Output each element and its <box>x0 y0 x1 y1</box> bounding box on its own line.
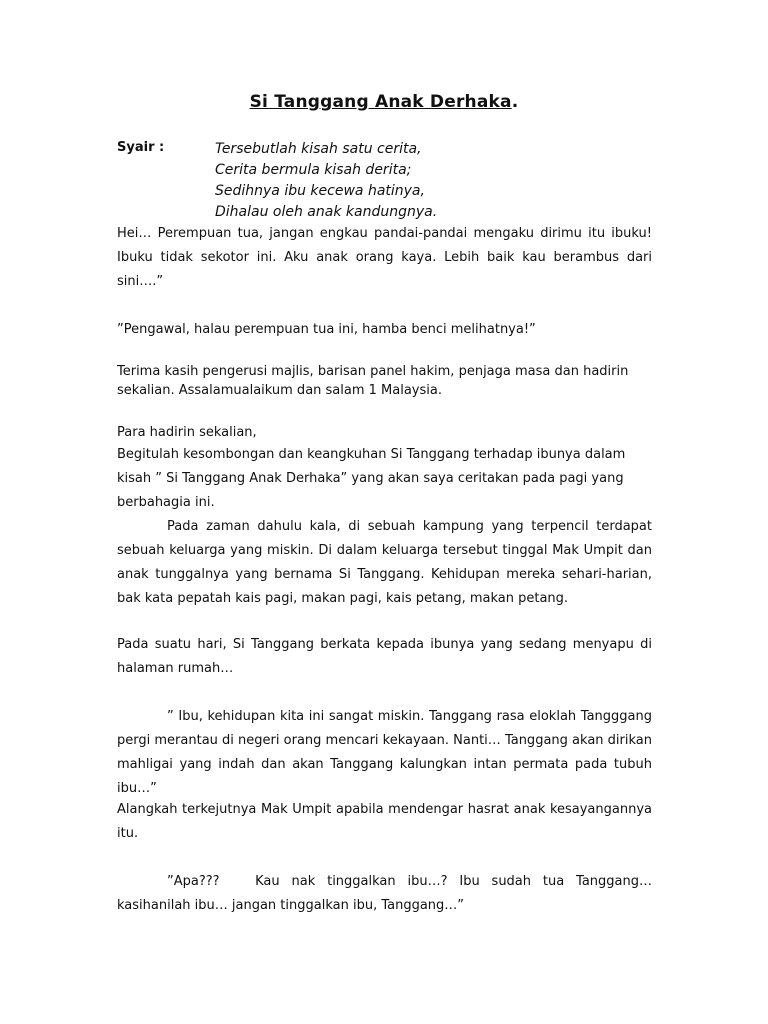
paragraph: ”Apa??? Kau nak tinggalkan ibu…? Ibu sudah tua Tanggang… kasihanilah ibu… jangan tinggalkan ibu, Tanggang…” <box>117 874 657 913</box>
paragraph: Alangkah terkejutnya Mak Umpit apabila mendengar hasrat anak kesayangannya itu. <box>117 802 652 841</box>
title-period: . <box>511 92 519 112</box>
paragraph: Terima kasih pengerusi majlis, barisan panel hakim, penjaga masa dan hadirin sekalian. Assalamualaikum dan salam 1 Malaysia. <box>117 364 629 398</box>
paragraph: Begitulah kesombongan dan keangkuhan Si Tanggang terhadap ibunya dalam kisah ” Si Tanggang Anak Derhaka” yang akan saya ceritakan pada pagi yang berbahagia ini. <box>117 447 626 510</box>
paragraph: ”Pengawal, halau perempuan tua ini, hamba benci melihatnya!” <box>117 322 536 337</box>
syair-verse <box>215 139 437 223</box>
paragraph: Pada zaman dahulu kala, di sebuah kampung yang terpencil terdapat sebuah keluarga yang miskin. Di dalam keluarga tersebut tinggal Mak Umpit dan anak tunggalnya yang bernama Si Tanggang. Kehidupan mereka sehari-harian, bak kata pepatah kais pagi, makan pagi, kais petang, makan petang. <box>117 519 652 606</box>
syair-label: Syair : <box>117 140 165 155</box>
paragraph: Pada suatu hari, Si Tanggang berkata kepada ibunya yang sedang menyapu di halaman rumah… <box>117 637 652 676</box>
syair-line: Cerita bermula kisah derita; <box>215 162 412 178</box>
paragraph: Para hadirin sekalian, <box>117 425 257 440</box>
syair-line: Dihalau oleh anak kandungnya. <box>215 204 438 220</box>
paragraph: Hei… Perempuan tua, jangan engkau pandai-pandai mengaku dirimu itu ibuku! Ibuku tidak sekotor ini. Aku anak orang kaya. Lebih baik kau berambus dari sini….” <box>117 226 652 289</box>
title-text: Si Tanggang Anak Derhaka <box>249 92 512 112</box>
paragraph: ” Ibu, kehidupan kita ini sangat miskin. Tanggang rasa eloklah Tangggang pergi merantau di negeri orang mencari kekayaan. Nanti… Tanggang akan dirikan mahligai yang indah dan akan Tanggang kalungkan intan permata pada tubuh ibu…” <box>117 709 652 796</box>
syair-line: Tersebutlah kisah satu cerita, <box>215 141 422 157</box>
syair-line: Sedihnya ibu kecewa hatinya, <box>215 183 425 199</box>
document-title <box>0 92 768 112</box>
